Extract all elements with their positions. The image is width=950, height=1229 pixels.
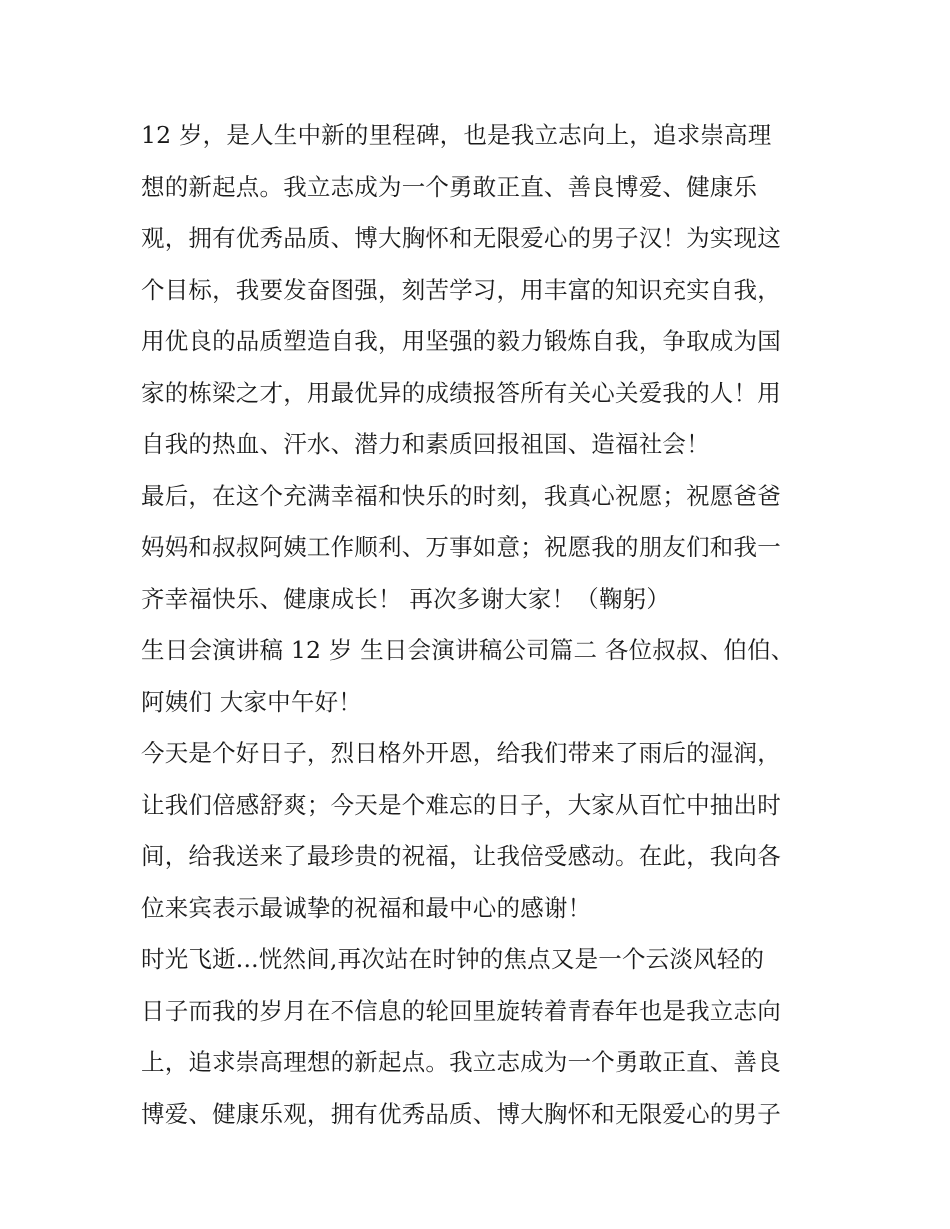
text-line: 生日会演讲稿 12 岁 生日会演讲稿公司篇二 各位叔叔、伯伯、 — [141, 636, 795, 664]
text-line: 阿姨们 大家中午好！ — [141, 687, 362, 716]
document-body — [141, 110, 821, 1140]
text-line: 位来宾表示最诚挚的祝福和最中心的感谢！ — [141, 893, 592, 922]
text-line: 齐幸福快乐、健康成长！ 再次多谢大家！（鞠躬） — [141, 584, 671, 613]
text-line: 博爱、健康乐观，拥有优秀品质、博大胸怀和无限爱心的男子 — [141, 1099, 781, 1128]
text-line: 12 岁，是人生中新的里程碑，也是我立志向上，追求崇高理 — [141, 121, 772, 149]
text-line: 家的栋梁之才，用最优异的成绩报答所有关心关爱我的人！用 — [141, 378, 781, 407]
text-line: 今天是个好日子，烈日格外开恩，给我们带来了雨后的湿润， — [141, 739, 781, 767]
text-line: 时光飞逝...恍然间,再次站在时钟的焦点又是一个云淡风轻的 — [141, 945, 765, 973]
text-line: 间，给我送来了最珍贵的祝福，让我倍受感动。在此，我向各 — [141, 842, 781, 870]
text-line: 上，追求崇高理想的新起点。我立志成为一个勇敢正直、善良 — [141, 1048, 781, 1076]
text-line: 观，拥有优秀品质、博大胸怀和无限爱心的男子汉！为实现这 — [141, 224, 781, 252]
text-line: 日子而我的岁月在不信息的轮回里旋转着青春年也是我立志向 — [141, 996, 781, 1025]
text-line: 自我的热血、汗水、潜力和素质回报祖国、造福社会！ — [141, 430, 710, 458]
text-line: 最后，在这个充满幸福和快乐的时刻，我真心祝愿；祝愿爸爸 — [141, 481, 781, 510]
text-line: 让我们倍感舒爽；今天是个难忘的日子，大家从百忙中抽出时 — [141, 790, 781, 819]
text-line: 想的新起点。我立志成为一个勇敢正直、善良博爱、健康乐 — [141, 172, 758, 201]
text-line: 用优良的品质塑造自我，用坚强的毅力锻炼自我，争取成为国 — [141, 327, 781, 355]
text-line: 妈妈和叔叔阿姨工作顺利、万事如意；祝愿我的朋友们和我一 — [141, 533, 781, 561]
text-line: 个目标，我要发奋图强，刻苦学习，用丰富的知识充实自我， — [141, 275, 781, 304]
